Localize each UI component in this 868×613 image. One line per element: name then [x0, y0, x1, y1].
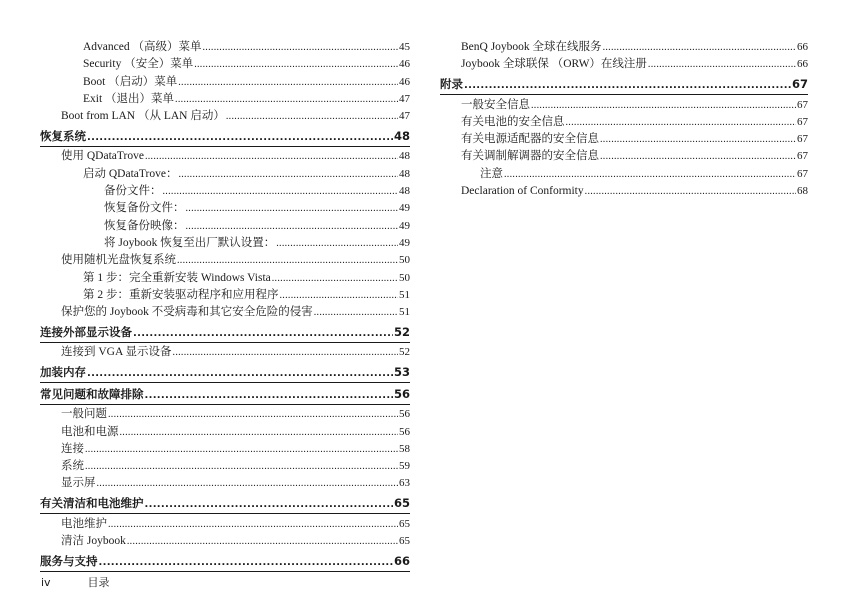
toc-entry-label: 恢复备份文件： — [104, 202, 185, 215]
toc-entry-label: 有关电池的安全信息 — [461, 115, 565, 128]
toc-leader-dots — [280, 287, 399, 304]
toc-entry-page: 67 — [797, 98, 808, 111]
toc-leader-dots — [178, 166, 398, 183]
toc-entry[interactable] — [40, 533, 410, 550]
toc-entry-label: 连接外部显示设备 — [40, 324, 132, 339]
toc-entry-label: BenQ Joybook 全球在线服务 — [461, 41, 602, 53]
toc-leader-dots — [145, 148, 398, 165]
toc-entry-label: 注意 — [480, 167, 503, 180]
toc-leader-dots — [464, 75, 791, 95]
toc-entry-page: 65 — [399, 535, 410, 548]
toc-leader-dots — [120, 424, 399, 441]
toc-entry-page: 67 — [797, 150, 808, 163]
toc-entry-page: 68 — [797, 185, 808, 198]
page-footer — [41, 574, 110, 590]
toc-entry-label: 连接到 VGA 显示设备 — [61, 346, 172, 359]
toc-leader-dots — [276, 235, 398, 252]
toc-entry-label: 常见问题和故障排除 — [40, 386, 144, 401]
toc-entry-page: 47 — [399, 110, 410, 123]
toc-leader-dots — [133, 323, 393, 343]
toc-entry[interactable] — [440, 114, 808, 131]
toc-entry-page: 52 — [399, 346, 410, 359]
toc-entry[interactable] — [40, 91, 410, 108]
toc-leader-dots — [145, 385, 393, 405]
toc-left-column — [40, 39, 410, 573]
toc-entry-page: 50 — [399, 254, 410, 267]
toc-leader-dots — [97, 475, 399, 492]
toc-leader-dots — [108, 516, 398, 533]
toc-entry[interactable] — [40, 287, 410, 304]
toc-entry-label: Advanced （高级）菜单 — [83, 41, 202, 53]
toc-entry-label: 电池维护 — [61, 517, 107, 530]
toc-leader-dots — [85, 441, 398, 458]
toc-entry-label: Declaration of Conformity — [461, 185, 584, 198]
toc-entry-label: 恢复系统 — [40, 128, 86, 143]
toc-entry[interactable] — [40, 148, 410, 165]
toc-entry-label: 附录 — [440, 77, 463, 92]
toc-entry-label: 启动 QDataTrove： — [83, 167, 178, 180]
toc-entry[interactable] — [40, 200, 410, 217]
toc-entry-label: 清洁 Joybook — [61, 535, 126, 548]
toc-entry-page: 53 — [393, 365, 410, 380]
toc-leader-dots — [175, 91, 398, 108]
toc-entry-label: 服务与支持 — [40, 553, 98, 568]
toc-entry-page: 49 — [399, 236, 410, 249]
toc-leader-dots — [566, 114, 797, 131]
toc-entry[interactable] — [40, 56, 410, 73]
toc-entry-label: 系统 — [61, 460, 84, 473]
toc-entry-page: 46 — [399, 75, 410, 88]
toc-entry-page: 51 — [399, 306, 410, 319]
toc-entry[interactable] — [40, 441, 410, 458]
toc-entry-label: 恢复备份映像： — [104, 219, 185, 232]
toc-entry-page: 67 — [797, 133, 808, 146]
toc-entry[interactable] — [440, 148, 808, 165]
toc-entry[interactable] — [40, 108, 410, 125]
toc-entry-page: 48 — [399, 167, 410, 180]
toc-entry-page: 66 — [797, 58, 808, 71]
toc-entry-label: 一般问题 — [61, 408, 107, 421]
toc-entry-page: 46 — [399, 58, 410, 71]
toc-entry-label: 连接 — [61, 442, 84, 455]
toc-entry-page: 56 — [399, 425, 410, 438]
toc-entry[interactable] — [40, 406, 410, 423]
toc-leader-dots — [163, 183, 399, 200]
toc-entry-page: 63 — [399, 477, 410, 490]
toc-entry-label: 第 2 步：重新安装驱动程序和应用程序 — [83, 288, 279, 301]
toc-leader-dots — [186, 218, 399, 235]
toc-entry-page: 47 — [399, 92, 410, 105]
toc-entry-label: 电池和电源 — [61, 425, 119, 438]
toc-entry[interactable] — [440, 56, 808, 73]
toc-entry-page: 50 — [399, 271, 410, 284]
toc-entry-page: 65 — [399, 517, 410, 530]
toc-leader-dots — [600, 131, 796, 148]
toc-entry-label: 有关电源适配器的安全信息 — [461, 133, 599, 146]
toc-entry-label: 保护您的 Joybook 不受病毒和其它安全危险的侵害 — [61, 306, 313, 319]
footer-page-number: iv — [41, 576, 51, 589]
toc-entry[interactable] — [40, 552, 410, 572]
toc-entry-page: 49 — [399, 219, 410, 232]
toc-entry-label: 显示屏 — [61, 477, 96, 490]
toc-entry-label: Exit （退出）菜单 — [83, 92, 175, 105]
toc-entry-label: 加装内存 — [40, 365, 86, 380]
toc-entry-label: 有关清洁和电池维护 — [40, 496, 144, 511]
toc-entry-page: 67 — [797, 167, 808, 180]
toc-entry[interactable] — [40, 458, 410, 475]
toc-entry[interactable] — [40, 166, 410, 183]
toc-entry[interactable] — [40, 363, 410, 383]
toc-entry-label: 第 1 步：完全重新安装 Windows Vista — [83, 271, 271, 284]
toc-entry-page: 48 — [393, 128, 410, 143]
toc-entry[interactable] — [40, 39, 410, 56]
toc-right-column — [440, 39, 808, 200]
toc-entry[interactable] — [40, 516, 410, 533]
toc-entry-label: 备份文件： — [104, 185, 162, 198]
toc-entry-label: 将 Joybook 恢复至出厂默认设置： — [104, 236, 276, 249]
toc-entry[interactable] — [40, 344, 410, 361]
toc-entry-page: 52 — [393, 324, 410, 339]
toc-leader-dots — [99, 552, 393, 572]
toc-entry[interactable] — [440, 166, 808, 183]
toc-leader-dots — [177, 252, 398, 269]
toc-leader-dots — [194, 56, 398, 73]
toc-leader-dots — [145, 494, 393, 514]
toc-entry-label: 一般安全信息 — [461, 98, 530, 111]
toc-entry-label: Joybook 全球联保 （ORW）在线注册 — [461, 58, 647, 71]
toc-entry[interactable] — [40, 74, 410, 91]
toc-entry-page: 51 — [399, 288, 410, 301]
toc-entry-label: 使用随机光盘恢复系统 — [61, 254, 176, 267]
toc-leader-dots — [85, 458, 398, 475]
toc-leader-dots — [226, 108, 398, 125]
toc-entry[interactable] — [440, 97, 808, 114]
toc-leader-dots — [648, 56, 796, 73]
toc-entry-page: 67 — [797, 115, 808, 128]
toc-entry-page: 45 — [399, 41, 410, 53]
toc-entry[interactable] — [40, 475, 410, 492]
toc-entry-page: 48 — [399, 150, 410, 163]
toc-leader-dots — [272, 270, 398, 287]
toc-entry[interactable] — [40, 385, 410, 405]
toc-leader-dots — [127, 533, 398, 550]
toc-entry-page: 65 — [393, 496, 410, 511]
toc-leader-dots — [203, 39, 399, 56]
toc-entry[interactable] — [40, 183, 410, 200]
toc-entry-label: 有关调制解调器的安全信息 — [461, 150, 599, 163]
toc-leader-dots — [87, 363, 393, 383]
toc-leader-dots — [600, 148, 796, 165]
toc-entry[interactable] — [40, 218, 410, 235]
toc-leader-dots — [108, 406, 398, 423]
toc-entry-page: 59 — [399, 460, 410, 473]
toc-entry-page: 58 — [399, 442, 410, 455]
toc-entry-page: 67 — [791, 77, 808, 92]
toc-entry-page: 48 — [399, 185, 410, 198]
toc-entry[interactable] — [440, 131, 808, 148]
toc-entry-label: Boot （启动）菜单 — [83, 75, 178, 88]
toc-entry-page: 56 — [399, 408, 410, 421]
toc-entry-page: 66 — [393, 553, 410, 568]
toc-leader-dots — [314, 304, 398, 321]
toc-leader-dots — [173, 344, 398, 361]
toc-leader-dots — [585, 183, 796, 200]
toc-entry[interactable] — [40, 424, 410, 441]
toc-entry[interactable] — [40, 252, 410, 269]
toc-entry-page: 49 — [399, 202, 410, 215]
toc-entry[interactable] — [40, 494, 410, 514]
footer-section-title: 目录 — [87, 576, 110, 589]
toc-entry[interactable] — [40, 235, 410, 252]
toc-entry-label: 使用 QDataTrove — [61, 150, 144, 163]
toc-entry-page: 66 — [797, 41, 808, 53]
toc-leader-dots — [87, 127, 393, 147]
toc-leader-dots — [178, 74, 398, 91]
toc-entry[interactable] — [440, 39, 808, 56]
toc-entry[interactable] — [40, 270, 410, 287]
toc-entry[interactable] — [40, 304, 410, 321]
toc-entry[interactable] — [40, 127, 410, 147]
toc-entry[interactable] — [40, 323, 410, 343]
toc-entry-label: Security （安全）菜单 — [83, 58, 194, 71]
toc-leader-dots — [603, 39, 796, 56]
toc-leader-dots — [186, 200, 399, 217]
toc-entry-page: 56 — [393, 386, 410, 401]
toc-entry[interactable] — [440, 75, 808, 95]
toc-entry[interactable] — [440, 183, 808, 200]
toc-entry-label: Boot from LAN （从 LAN 启动） — [61, 110, 225, 123]
toc-leader-dots — [531, 97, 796, 114]
toc-leader-dots — [504, 166, 796, 183]
